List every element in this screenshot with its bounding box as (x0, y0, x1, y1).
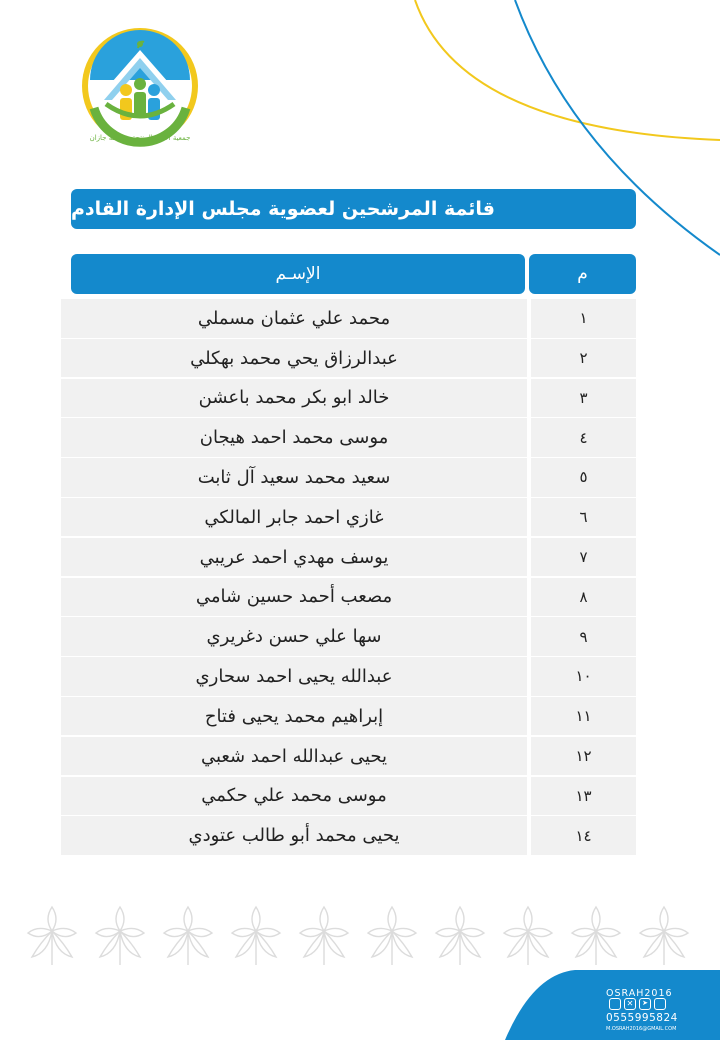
table-row (61, 538, 636, 577)
table-row (61, 498, 636, 537)
footer-handle: OSRAH2016 (606, 988, 673, 999)
candidate-number: ١٣ (531, 777, 636, 816)
table-row (61, 737, 636, 776)
table-row (61, 578, 636, 617)
candidate-name: خالد ابو بكر محمد باعشن (61, 379, 527, 418)
candidate-number: ١ (531, 299, 636, 338)
logo-text: جمعية الأسر المنتجة بمنطقة جازان (89, 134, 191, 142)
name-column-header (71, 254, 525, 294)
candidate-number: ٤ (531, 418, 636, 457)
table-row (61, 339, 636, 378)
candidate-name: موسى محمد علي حكمي (61, 777, 527, 816)
candidate-number: ٢ (531, 339, 636, 378)
table-row (61, 777, 636, 816)
candidate-number: ٩ (531, 617, 636, 656)
candidate-name: سها علي حسن دغريري (61, 617, 527, 656)
name-header-label: الإسـم (275, 264, 321, 284)
table-row (61, 657, 636, 696)
candidate-name: مصعب أحمد حسين شامي (61, 578, 527, 617)
number-header-label: م (577, 264, 588, 284)
candidate-name: سعيد محمد سعيد آل ثابت (61, 458, 527, 497)
candidate-number: ٣ (531, 379, 636, 418)
number-column-header (529, 254, 636, 294)
candidate-name: موسى محمد احمد هيجان (61, 418, 527, 457)
candidate-name: يحيى عبدالله احمد شعبي (61, 737, 527, 776)
candidate-name: محمد علي عثمان مسملي (61, 299, 527, 338)
footer-phone: 0555995824 (606, 1012, 678, 1024)
footer-email: M.OSRAH2016@GMAIL.COM (606, 1026, 677, 1032)
telegram-icon: ➤ (639, 998, 651, 1010)
candidate-number: ٦ (531, 498, 636, 537)
candidate-number: ١٢ (531, 737, 636, 776)
instagram-icon (609, 998, 621, 1010)
candidate-number: ١٠ (531, 657, 636, 696)
social-icons (609, 998, 666, 1010)
candidates-table (61, 299, 636, 856)
table-row (61, 697, 636, 736)
candidate-name: غازي احمد جابر المالكي (61, 498, 527, 537)
candidate-number: ٥ (531, 458, 636, 497)
candidate-number: ٧ (531, 538, 636, 577)
candidate-name: إبراهيم محمد يحيى فتاح (61, 697, 527, 736)
organization-logo (78, 28, 202, 152)
table-row (61, 617, 636, 656)
candidate-name: عبدالرزاق يحي محمد بهكلي (61, 339, 527, 378)
x-icon: ✕ (624, 998, 636, 1010)
table-row (61, 418, 636, 457)
snapchat-icon (654, 998, 666, 1010)
leaf-pattern-decoration (18, 895, 702, 975)
candidate-number: ١١ (531, 697, 636, 736)
table-row (61, 379, 636, 418)
table-row (61, 299, 636, 338)
candidate-name: يحيى محمد أبو طالب عتودي (61, 816, 527, 855)
candidate-name: يوسف مهدي احمد عريبي (61, 538, 527, 577)
table-row (61, 816, 636, 855)
candidate-name: عبدالله يحيى احمد سحاري (61, 657, 527, 696)
candidate-number: ٨ (531, 578, 636, 617)
page-title: قائمة المرشحين لعضوية مجلس الإدارة القادم (71, 189, 636, 229)
table-row (61, 458, 636, 497)
candidate-number: ١٤ (531, 816, 636, 855)
